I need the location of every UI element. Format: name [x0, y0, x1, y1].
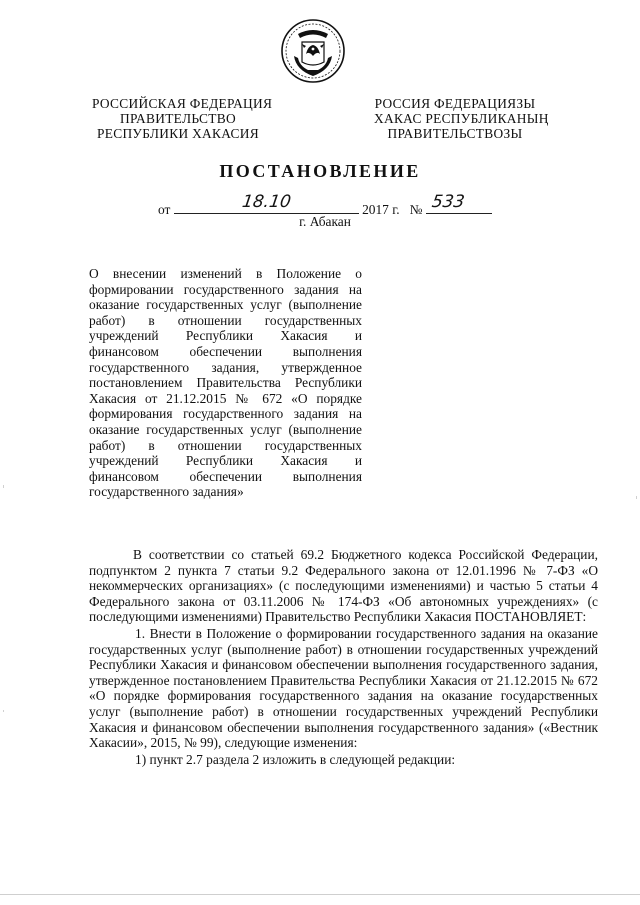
date-field	[174, 192, 359, 214]
scan-edge-mark	[3, 485, 4, 488]
date-prefix: от	[158, 202, 171, 217]
header-right-block	[374, 96, 549, 141]
handwritten-number: 533	[430, 192, 466, 212]
preamble-paragraph: В соответствии со статьей 69.2 Бюджетного кодекса Российской Федерации, подпунктом 2 пункта 7 статьи 9.2 Федерального закона от 12.01.1996 № 7-ФЗ «О некоммерческих организациях» (с последующими изменениями) и частью 5 статьи 4 Федерального закона от 03.11.2006 № 174-ФЗ «Об автономных учреждениях» (с последующими изменениями) Правительство Республики Хакасия ПОСТАНОВЛЯЕТ:	[89, 547, 598, 625]
header-left-line: РОССИЙСКАЯ ФЕДЕРАЦИЯ	[92, 96, 273, 111]
handwritten-date: 18.10	[240, 192, 292, 212]
resolution-body	[89, 547, 598, 768]
header-right-line: ПРАВИТЕЛЬСТВОЗЫ	[387, 126, 523, 141]
page-bottom-edge	[0, 894, 640, 895]
subject-block	[89, 266, 362, 500]
item-1-paragraph: 1. Внести в Положение о формировании государственного задания на оказание государственных услуг (выполнение работ) в отношении государственных учреждений Республики Хакасия и финансовом обеспечении выполнения государственного задания, утвержденное постановлением Правительства Республики Хакасия от 21.12.2015 № 672 «О порядке формирования государственного задания на оказание государственных услуг (выполнение работ) в отношении государственных учреждений Республики Хакасия и финансовом обеспечении выполнения государственного задания» («Вестник Хакасии», 2015, № 99), следующие изменения:	[89, 625, 598, 751]
scan-edge-mark	[3, 710, 4, 712]
header-left-line: ПРАВИТЕЛЬСТВО	[120, 111, 236, 126]
header-right-line: РОССИЯ ФЕДЕРАЦИЯЗЫ	[374, 96, 536, 111]
header-left-line: РЕСПУБЛИКИ ХАКАСИЯ	[97, 126, 259, 141]
header-right-line: ХАКАС РЕСПУБЛИКАНЫҢ	[374, 111, 549, 126]
number-field	[426, 192, 492, 214]
scan-edge-mark	[636, 496, 637, 499]
number-sign: №	[409, 202, 423, 217]
date-year: 2017 г.	[362, 202, 400, 217]
document-title: ПОСТАНОВЛЕНИЕ	[219, 161, 421, 181]
subject-text: О внесении изменений в Положение о формировании государственного задания на оказание государственных услуг (выполнение работ) в отношении государственных учреждений Республики Хакасия и финансовом обеспечении выполнения государственного задания, утвержденное постановлением Правительства Республики Хакасия от 21.12.2015 № 672 «О порядке формирования государственного задания на оказание государственных услуг (выполнение работ) в отношении государственных учреждений Республики Хакасия и финансовом обеспечении выполнения государственного задания»	[89, 266, 362, 500]
header-left-block	[92, 96, 273, 141]
city-name: г. Абакан	[299, 214, 351, 229]
coat-of-arms-emblem	[280, 18, 346, 84]
item-1-subitem-1: 1) пункт 2.7 раздела 2 изложить в следующей редакции:	[135, 751, 456, 767]
